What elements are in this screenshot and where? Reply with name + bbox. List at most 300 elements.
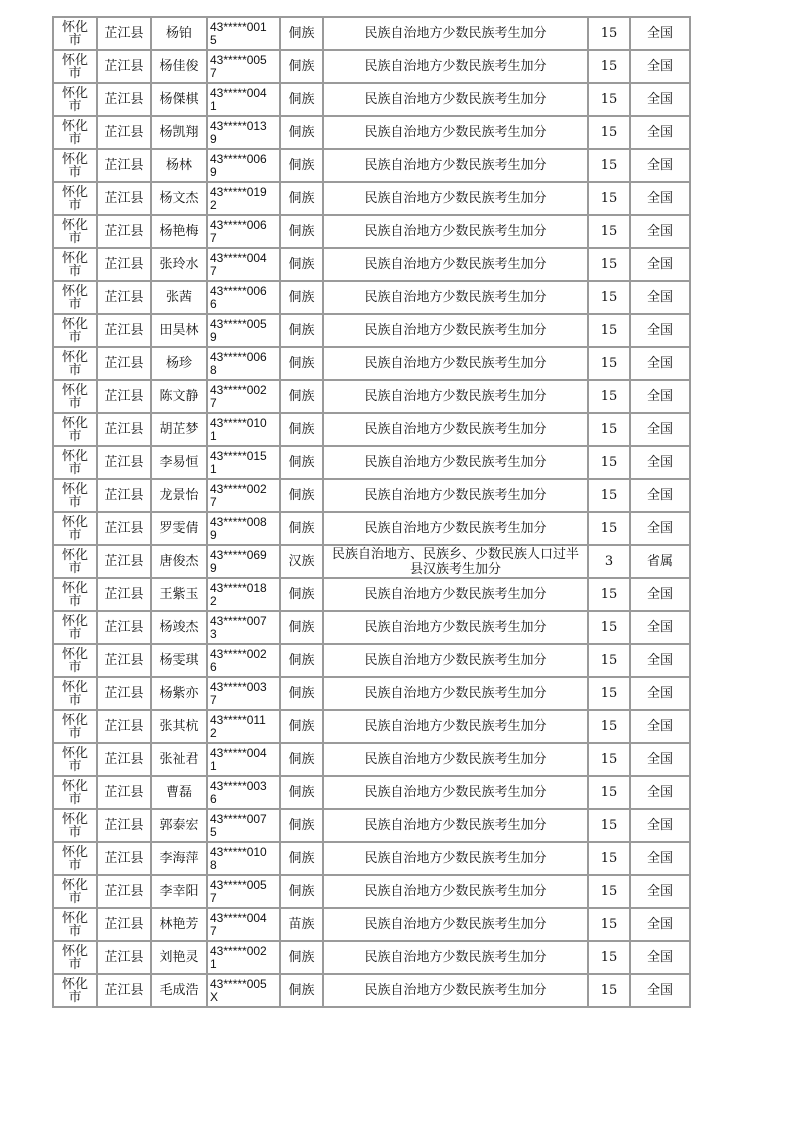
id-number-cell-line: 43*****018 — [210, 580, 267, 595]
bonus-score-cell: 15 — [588, 578, 630, 611]
table-row — [53, 941, 690, 974]
table-row — [53, 644, 690, 677]
city-cell-line: 怀化 — [61, 514, 88, 530]
bonus-score-cell: 15 — [588, 347, 630, 380]
ethnicity-cell: 侗族 — [280, 182, 323, 215]
scope-cell: 全国 — [630, 578, 690, 611]
city-cell — [53, 908, 97, 941]
bonus-reason-cell: 民族自治地方少数民族考生加分 — [323, 710, 588, 743]
table-row — [53, 611, 690, 644]
county-cell: 芷江县 — [97, 314, 151, 347]
id-number-cell-line: 43*****010 — [210, 844, 267, 859]
id-number-cell-line: 6 — [210, 791, 217, 806]
city-cell-line: 市 — [68, 98, 82, 114]
table-row — [53, 281, 690, 314]
id-number-cell-line: 6 — [210, 296, 217, 311]
county-cell: 芷江县 — [97, 347, 151, 380]
county-cell: 芷江县 — [97, 710, 151, 743]
ethnicity-cell: 侗族 — [280, 578, 323, 611]
county-cell: 芷江县 — [97, 83, 151, 116]
bonus-score-cell: 15 — [588, 677, 630, 710]
id-number-cell-line: 7 — [210, 395, 217, 410]
city-cell-line: 怀化 — [61, 217, 88, 233]
bonus-reason-cell: 民族自治地方、民族乡、少数民族人口过半县汉族考生加分 — [323, 545, 588, 578]
id-number-cell — [207, 116, 280, 149]
city-cell — [53, 809, 97, 842]
id-number-cell-line: 43*****001 — [210, 19, 267, 34]
scope-cell: 全国 — [630, 182, 690, 215]
id-number-cell-line: 43*****010 — [210, 415, 267, 430]
id-number-cell — [207, 809, 280, 842]
county-cell: 芷江县 — [97, 974, 151, 1007]
table-row — [53, 908, 690, 941]
city-cell-line: 市 — [68, 395, 82, 411]
bonus-reason-cell: 民族自治地方少数民族考生加分 — [323, 743, 588, 776]
bonus-reason-cell: 民族自治地方少数民族考生加分 — [323, 347, 588, 380]
table-row — [53, 578, 690, 611]
city-cell — [53, 83, 97, 116]
candidate-table — [52, 16, 691, 1008]
scope-cell: 省属 — [630, 545, 690, 578]
name-cell: 林艳芳 — [151, 908, 207, 941]
city-cell-line: 怀化 — [61, 118, 88, 134]
id-number-cell-line: 1 — [210, 461, 217, 476]
scope-cell: 全国 — [630, 908, 690, 941]
table-row — [53, 875, 690, 908]
city-cell — [53, 776, 97, 809]
city-cell-line: 怀化 — [61, 547, 88, 563]
id-number-cell-line: 43*****002 — [210, 481, 267, 496]
id-number-cell-line: 43*****007 — [210, 811, 267, 826]
table-row — [53, 413, 690, 446]
scope-cell: 全国 — [630, 776, 690, 809]
city-cell-line: 怀化 — [61, 85, 88, 101]
id-number-cell-line: 43*****069 — [210, 547, 267, 562]
city-cell-line: 市 — [68, 560, 82, 576]
table-row — [53, 17, 690, 50]
bonus-reason-cell: 民族自治地方少数民族考生加分 — [323, 677, 588, 710]
scope-cell: 全国 — [630, 941, 690, 974]
scope-cell: 全国 — [630, 809, 690, 842]
scope-cell: 全国 — [630, 215, 690, 248]
ethnicity-cell: 侗族 — [280, 83, 323, 116]
scope-cell: 全国 — [630, 446, 690, 479]
city-cell-line: 怀化 — [61, 844, 88, 860]
name-cell: 刘艳灵 — [151, 941, 207, 974]
city-cell-line: 市 — [68, 263, 82, 279]
city-cell-line: 怀化 — [61, 448, 88, 464]
ethnicity-cell: 侗族 — [280, 116, 323, 149]
city-cell — [53, 941, 97, 974]
id-number-cell — [207, 776, 280, 809]
city-cell — [53, 479, 97, 512]
id-number-cell-line: 9 — [210, 164, 217, 179]
city-cell — [53, 446, 97, 479]
id-number-cell-line: 43*****004 — [210, 85, 267, 100]
name-cell: 曹磊 — [151, 776, 207, 809]
id-number-cell-line: 43*****003 — [210, 778, 267, 793]
county-cell: 芷江县 — [97, 875, 151, 908]
bonus-reason-cell: 民族自治地方少数民族考生加分 — [323, 776, 588, 809]
city-cell-line: 怀化 — [61, 349, 88, 365]
id-number-cell-line: 43*****004 — [210, 910, 267, 925]
city-cell-line: 市 — [68, 857, 82, 873]
scope-cell: 全国 — [630, 17, 690, 50]
bonus-reason-cell: 民族自治地方少数民族考生加分 — [323, 908, 588, 941]
city-cell-line: 市 — [68, 197, 82, 213]
id-number-cell — [207, 50, 280, 83]
city-cell-line: 怀化 — [61, 184, 88, 200]
bonus-score-cell: 15 — [588, 149, 630, 182]
id-number-cell-line: 7 — [210, 494, 217, 509]
bonus-score-cell: 15 — [588, 743, 630, 776]
name-cell: 毛成浩 — [151, 974, 207, 1007]
county-cell: 芷江县 — [97, 215, 151, 248]
id-number-cell — [207, 347, 280, 380]
city-cell-line: 怀化 — [61, 283, 88, 299]
id-number-cell — [207, 281, 280, 314]
city-cell-line: 市 — [68, 461, 82, 477]
scope-cell: 全国 — [630, 842, 690, 875]
city-cell — [53, 314, 97, 347]
bonus-reason-cell: 民族自治地方少数民族考生加分 — [323, 413, 588, 446]
county-cell: 芷江县 — [97, 842, 151, 875]
bonus-score-cell: 15 — [588, 776, 630, 809]
table-row — [53, 512, 690, 545]
id-number-cell-line: 43*****003 — [210, 679, 267, 694]
name-cell: 张茜 — [151, 281, 207, 314]
bonus-reason-cell: 民族自治地方少数民族考生加分 — [323, 479, 588, 512]
id-number-cell — [207, 248, 280, 281]
id-number-cell-line: 9 — [210, 560, 217, 575]
id-number-cell-line: 5 — [210, 32, 217, 47]
name-cell: 唐俊杰 — [151, 545, 207, 578]
city-cell — [53, 578, 97, 611]
city-cell-line: 怀化 — [61, 745, 88, 761]
id-number-cell — [207, 479, 280, 512]
scope-cell: 全国 — [630, 743, 690, 776]
table-body — [53, 17, 690, 1007]
name-cell: 杨文杰 — [151, 182, 207, 215]
bonus-reason-cell: 民族自治地方少数民族考生加分 — [323, 644, 588, 677]
city-cell — [53, 347, 97, 380]
county-cell: 芷江县 — [97, 545, 151, 578]
name-cell: 张祉君 — [151, 743, 207, 776]
city-cell — [53, 545, 97, 578]
county-cell: 芷江县 — [97, 512, 151, 545]
id-number-cell-line: 43*****005 — [210, 52, 267, 67]
city-cell-line: 市 — [68, 626, 82, 642]
city-cell-line: 市 — [68, 989, 82, 1005]
city-cell — [53, 17, 97, 50]
id-number-cell-line: 7 — [210, 923, 217, 938]
county-cell: 芷江县 — [97, 479, 151, 512]
county-cell: 芷江县 — [97, 248, 151, 281]
bonus-score-cell: 15 — [588, 446, 630, 479]
city-cell-line: 市 — [68, 791, 82, 807]
name-cell: 杨林 — [151, 149, 207, 182]
id-number-cell — [207, 17, 280, 50]
name-cell: 杨铂 — [151, 17, 207, 50]
city-cell — [53, 644, 97, 677]
id-number-cell-line: 7 — [210, 230, 217, 245]
name-cell: 杨凯翔 — [151, 116, 207, 149]
id-number-cell-line: 8 — [210, 362, 217, 377]
ethnicity-cell: 侗族 — [280, 743, 323, 776]
id-number-cell-line: 43*****005 — [210, 316, 267, 331]
id-number-cell-line: 43*****007 — [210, 613, 267, 628]
id-number-cell-line: 1 — [210, 758, 217, 773]
bonus-score-cell: 15 — [588, 875, 630, 908]
table-row — [53, 842, 690, 875]
id-number-cell-line: X — [210, 989, 219, 1004]
bonus-score-cell: 3 — [588, 545, 630, 578]
city-cell — [53, 215, 97, 248]
id-number-cell — [207, 314, 280, 347]
id-number-cell-line: 6 — [210, 659, 217, 674]
name-cell: 李海萍 — [151, 842, 207, 875]
id-number-cell-line: 43*****004 — [210, 745, 267, 760]
ethnicity-cell: 侗族 — [280, 644, 323, 677]
name-cell: 杨艳梅 — [151, 215, 207, 248]
scope-cell: 全国 — [630, 413, 690, 446]
id-number-cell-line: 3 — [210, 626, 217, 641]
ethnicity-cell: 侗族 — [280, 149, 323, 182]
id-number-cell — [207, 380, 280, 413]
id-number-cell — [207, 149, 280, 182]
name-cell: 张其杭 — [151, 710, 207, 743]
id-number-cell — [207, 413, 280, 446]
table-row — [53, 446, 690, 479]
scope-cell: 全国 — [630, 347, 690, 380]
ethnicity-cell: 侗族 — [280, 413, 323, 446]
city-cell — [53, 413, 97, 446]
ethnicity-cell: 侗族 — [280, 710, 323, 743]
name-cell: 张玲水 — [151, 248, 207, 281]
city-cell — [53, 248, 97, 281]
name-cell: 罗雯倩 — [151, 512, 207, 545]
ethnicity-cell: 侗族 — [280, 347, 323, 380]
city-cell-line: 怀化 — [61, 712, 88, 728]
name-cell: 杨竣杰 — [151, 611, 207, 644]
ethnicity-cell: 侗族 — [280, 17, 323, 50]
id-number-cell — [207, 842, 280, 875]
city-cell-line: 市 — [68, 593, 82, 609]
ethnicity-cell: 侗族 — [280, 611, 323, 644]
table-row — [53, 677, 690, 710]
scope-cell: 全国 — [630, 479, 690, 512]
id-number-cell — [207, 710, 280, 743]
bonus-reason-cell: 民族自治地方少数民族考生加分 — [323, 611, 588, 644]
bonus-points-sheet — [52, 16, 689, 1008]
id-number-cell — [207, 941, 280, 974]
city-cell-line: 怀化 — [61, 151, 88, 167]
bonus-reason-cell: 民族自治地方少数民族考生加分 — [323, 83, 588, 116]
bonus-score-cell: 15 — [588, 248, 630, 281]
city-cell-line: 市 — [68, 296, 82, 312]
bonus-score-cell: 15 — [588, 182, 630, 215]
bonus-reason-cell: 民族自治地方少数民族考生加分 — [323, 50, 588, 83]
city-cell — [53, 974, 97, 1007]
id-number-cell — [207, 545, 280, 578]
bonus-score-cell: 15 — [588, 314, 630, 347]
scope-cell: 全国 — [630, 974, 690, 1007]
ethnicity-cell: 侗族 — [280, 941, 323, 974]
city-cell-line: 怀化 — [61, 19, 88, 35]
city-cell — [53, 281, 97, 314]
id-number-cell-line: 9 — [210, 329, 217, 344]
city-cell-line: 怀化 — [61, 580, 88, 596]
name-cell: 李幸阳 — [151, 875, 207, 908]
bonus-reason-cell: 民族自治地方少数民族考生加分 — [323, 941, 588, 974]
ethnicity-cell: 侗族 — [280, 512, 323, 545]
city-cell — [53, 116, 97, 149]
ethnicity-cell: 侗族 — [280, 842, 323, 875]
table-row — [53, 743, 690, 776]
city-cell — [53, 677, 97, 710]
id-number-cell — [207, 578, 280, 611]
ethnicity-cell: 侗族 — [280, 446, 323, 479]
id-number-cell-line: 43*****002 — [210, 646, 267, 661]
city-cell-line: 市 — [68, 329, 82, 345]
bonus-reason-cell: 民族自治地方少数民族考生加分 — [323, 512, 588, 545]
id-number-cell-line: 5 — [210, 824, 217, 839]
id-number-cell-line: 43*****004 — [210, 250, 267, 265]
id-number-cell — [207, 743, 280, 776]
city-cell-line: 怀化 — [61, 778, 88, 794]
bonus-score-cell: 15 — [588, 842, 630, 875]
id-number-cell-line: 43*****002 — [210, 382, 267, 397]
county-cell: 芷江县 — [97, 809, 151, 842]
table-row — [53, 116, 690, 149]
city-cell-line: 市 — [68, 164, 82, 180]
id-number-cell — [207, 611, 280, 644]
bonus-reason-cell: 民族自治地方少数民族考生加分 — [323, 17, 588, 50]
city-cell — [53, 512, 97, 545]
city-cell-line: 市 — [68, 923, 82, 939]
city-cell-line: 市 — [68, 32, 82, 48]
bonus-score-cell: 15 — [588, 281, 630, 314]
ethnicity-cell: 侗族 — [280, 314, 323, 347]
city-cell-line: 怀化 — [61, 976, 88, 992]
bonus-reason-cell: 民族自治地方少数民族考生加分 — [323, 314, 588, 347]
scope-cell: 全国 — [630, 611, 690, 644]
ethnicity-cell: 侗族 — [280, 281, 323, 314]
name-cell: 王紫玉 — [151, 578, 207, 611]
city-cell — [53, 50, 97, 83]
city-cell-line: 市 — [68, 65, 82, 81]
ethnicity-cell: 侗族 — [280, 809, 323, 842]
table-row — [53, 215, 690, 248]
id-number-cell-line: 1 — [210, 428, 217, 443]
table-row — [53, 149, 690, 182]
city-cell — [53, 842, 97, 875]
ethnicity-cell: 侗族 — [280, 875, 323, 908]
name-cell: 杨雯琪 — [151, 644, 207, 677]
name-cell: 杨傑棋 — [151, 83, 207, 116]
name-cell: 龙景怡 — [151, 479, 207, 512]
scope-cell: 全国 — [630, 710, 690, 743]
city-cell-line: 市 — [68, 230, 82, 246]
city-cell — [53, 743, 97, 776]
scope-cell: 全国 — [630, 644, 690, 677]
name-cell: 陈文静 — [151, 380, 207, 413]
id-number-cell-line: 7 — [210, 890, 217, 905]
id-number-cell-line: 43*****011 — [210, 712, 266, 727]
id-number-cell-line: 43*****005 — [210, 877, 267, 892]
city-cell-line: 怀化 — [61, 613, 88, 629]
id-number-cell — [207, 644, 280, 677]
bonus-score-cell: 15 — [588, 941, 630, 974]
bonus-score-cell: 15 — [588, 50, 630, 83]
id-number-cell-line: 1 — [210, 98, 217, 113]
scope-cell: 全国 — [630, 50, 690, 83]
bonus-score-cell: 15 — [588, 380, 630, 413]
name-cell: 杨紫亦 — [151, 677, 207, 710]
city-cell — [53, 380, 97, 413]
ethnicity-cell: 侗族 — [280, 677, 323, 710]
id-number-cell — [207, 908, 280, 941]
id-number-cell-line: 43*****013 — [210, 118, 267, 133]
county-cell: 芷江县 — [97, 17, 151, 50]
id-number-cell-line: 43*****006 — [210, 283, 267, 298]
table-row — [53, 974, 690, 1007]
id-number-cell — [207, 974, 280, 1007]
name-cell: 杨佳俊 — [151, 50, 207, 83]
city-cell-line: 怀化 — [61, 910, 88, 926]
bonus-reason-cell: 民族自治地方少数民族考生加分 — [323, 248, 588, 281]
ethnicity-cell: 汉族 — [280, 545, 323, 578]
county-cell: 芷江县 — [97, 908, 151, 941]
city-cell-line: 怀化 — [61, 646, 88, 662]
city-cell-line: 怀化 — [61, 52, 88, 68]
id-number-cell — [207, 182, 280, 215]
table-row — [53, 314, 690, 347]
bonus-score-cell: 15 — [588, 116, 630, 149]
city-cell-line: 怀化 — [61, 811, 88, 827]
id-number-cell-line: 7 — [210, 65, 217, 80]
county-cell: 芷江县 — [97, 611, 151, 644]
bonus-score-cell: 15 — [588, 83, 630, 116]
city-cell-line: 怀化 — [61, 943, 88, 959]
city-cell-line: 怀化 — [61, 316, 88, 332]
ethnicity-cell: 侗族 — [280, 248, 323, 281]
table-row — [53, 248, 690, 281]
id-number-cell-line: 2 — [210, 593, 217, 608]
table-row — [53, 479, 690, 512]
city-cell — [53, 182, 97, 215]
scope-cell: 全国 — [630, 677, 690, 710]
id-number-cell — [207, 677, 280, 710]
id-number-cell-line: 43*****019 — [210, 184, 267, 199]
bonus-score-cell: 15 — [588, 215, 630, 248]
id-number-cell-line: 43*****005 — [210, 976, 267, 991]
table-row — [53, 545, 690, 578]
city-cell-line: 市 — [68, 527, 82, 543]
city-cell — [53, 611, 97, 644]
name-cell: 胡芷梦 — [151, 413, 207, 446]
city-cell-line: 市 — [68, 890, 82, 906]
city-cell-line: 怀化 — [61, 382, 88, 398]
name-cell: 杨珍 — [151, 347, 207, 380]
table-row — [53, 83, 690, 116]
city-cell-line: 市 — [68, 659, 82, 675]
table-row — [53, 182, 690, 215]
table-row — [53, 710, 690, 743]
bonus-reason-cell: 民族自治地方少数民族考生加分 — [323, 281, 588, 314]
bonus-score-cell: 15 — [588, 809, 630, 842]
id-number-cell-line: 1 — [210, 956, 217, 971]
